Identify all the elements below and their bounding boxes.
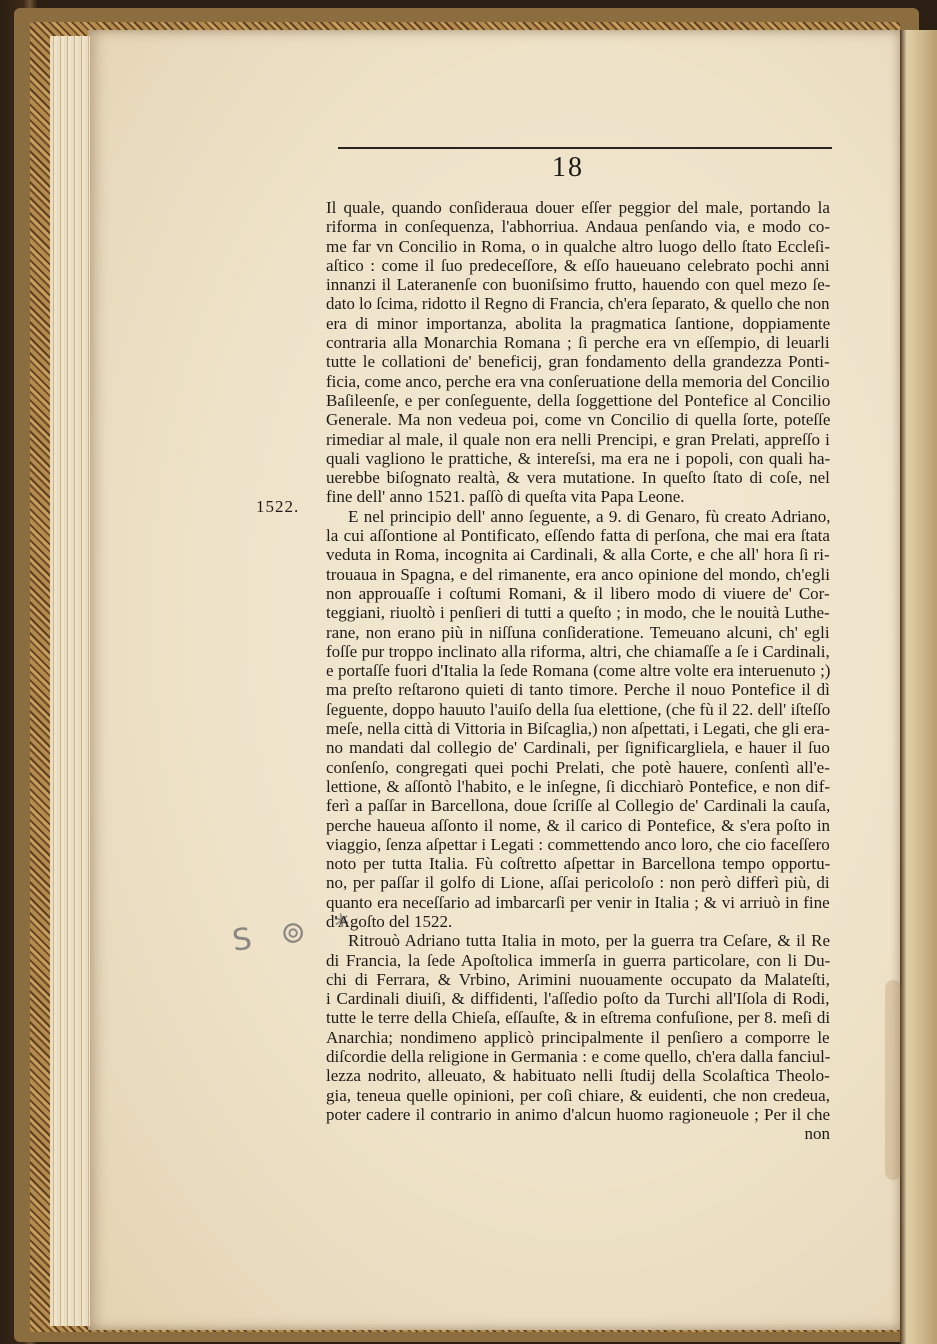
text-line: era di minor importanza, abolita la pragmatica ſantione, doppiamente bbox=[326, 313, 830, 333]
text-line: me far vn Concilio in Roma, o in qualche altro luogo dello ſtato Eccleſi- bbox=[326, 236, 830, 256]
text-line: Anarchia; nondimeno applicò principalmente il penſiero a comporre le bbox=[326, 1027, 830, 1047]
text-line: aſtico : come il ſuo predeceſſore, & eſſo haueuano celebrato pochi anni bbox=[326, 255, 830, 275]
text-line: foſſe pur troppo inclinato alla riforma, altri, che chiamaſſe a ſe i Cardinali, bbox=[326, 641, 830, 661]
text-line: rimediar al male, il quale non era nelli Prencipi, e gran Prelati, appreſſo i bbox=[326, 429, 830, 449]
text-line: tutte le collationi de' beneficij, gran fondamento della grandezza Ponti- bbox=[326, 352, 830, 372]
text-line: ficia, come anco, perche era vna conſeruatione della memoria del Concilio bbox=[326, 371, 830, 391]
text-line: ma preſto reſtarono quieti di tanto timore. Perche il nouo Pontefice il dì bbox=[326, 680, 830, 700]
text-line: dato lo ſcima, ridotto il Regno di Francia, ch'era ſeparato, & quello che non bbox=[326, 294, 830, 314]
text-line: Baſileenſe, e per conſeguente, della ſoggettione del Pontefice al Concilio bbox=[326, 390, 830, 410]
page-stain bbox=[885, 980, 901, 1180]
text-line: Generale. Ma non vedeua poi, come vn Concilio di quella ſorte, poteſſe bbox=[326, 410, 830, 430]
text-line: rane, non erano più in niſſuna conſideratione. Temeuano alcuni, ch' egli bbox=[326, 622, 830, 642]
text-line: perche haueua aſſonto il nome, & il carico di Pontefice, & s'era poſto in bbox=[326, 815, 830, 835]
text-line: di Francia, la ſede Apoſtolica immerſa in guerra particolare, con li Du- bbox=[326, 950, 830, 970]
text-line: innanzi il Lateranenſe con buoniſsimo frutto, hauendo con quel mezo ſe- bbox=[326, 275, 830, 295]
text-line: la cui aſſontione al Pontificato, eſſendo fatta di perſona, che mai era ſtata bbox=[326, 526, 830, 546]
text-line: viaggio, ſenza aſpettar i Legati : commettendo anco loro, che cio faceſſero bbox=[326, 834, 830, 854]
text-line: lettione, & aſſontò l'habito, e le inſegne, ſi dicchiarò Pontefice, e non dif- bbox=[326, 776, 830, 796]
text-line: d'Agoſto del 1522. bbox=[326, 911, 453, 931]
body-text bbox=[326, 198, 830, 1144]
text-line: uerebbe biſognato realtà, & vera mutatione. In queſto ſtato di coſe, nel bbox=[326, 468, 830, 488]
text-line: chi di Ferrara, & Vrbino, Arimini nuouamente occupato da Malateſti, bbox=[326, 969, 830, 989]
text-line: no, per paſſar il golfo di Lione, aſſai pericoloſo : non però differì più, di bbox=[326, 873, 830, 893]
header-rule bbox=[338, 147, 832, 149]
page-number: 18 bbox=[552, 152, 584, 183]
text-line: conſenſo, congregati quei pochi Prelati, che potè hauere, conſentì all'e- bbox=[326, 757, 830, 777]
page-edges bbox=[50, 36, 90, 1326]
text-line: gia, teneua quelle opinioni, per coſi chiare, & euidenti, che non credeua, bbox=[326, 1085, 830, 1105]
text-line: contraria alla Monarchia Romana ; ſi perche era vn eſſempio, di leuarli bbox=[326, 333, 830, 353]
text-line: ſeguente, doppo hauuto l'auiſo della ſua elettione, (che fù il 22. dell' iſteſſo bbox=[326, 699, 830, 719]
text-line: poter cadere il contrario in animo d'alcun huomo ragioneuole ; Per il che bbox=[326, 1104, 830, 1124]
facing-page-edge bbox=[900, 30, 937, 1344]
text-line: noto per tutta Italia. Fù coſtretto aſpettar in Barcellona tempo opportu- bbox=[326, 854, 830, 874]
text-line: veduta in Roma, incognita ai Cardinali, & alla Corte, e che all' hora ſi ri- bbox=[326, 545, 830, 565]
text-line: diſcordie della religione in Germania : e come quello, ch'era dalla fanciul- bbox=[326, 1047, 830, 1067]
text-line: fine dell' anno 1521. paſſò di queſta vita Papa Leone. bbox=[326, 487, 685, 507]
text-line: i Cardinali diuiſi, & diffidenti, l'aſſedio poſto da Turchi all'Iſola di Rodi, bbox=[326, 989, 830, 1009]
text-line: meſe, nella città di Vittoria in Biſcaglia,) non aſpettati, i Legati, che gli era- bbox=[326, 719, 830, 739]
text-line: E nel principio dell' anno ſeguente, a 9. di Genaro, fù creato Adriano, bbox=[348, 506, 830, 526]
text-line: teggiani, riuoltò i penſieri di tutti a queſto ; in modo, che le nouità Luthe- bbox=[326, 603, 830, 623]
text-line: non bbox=[804, 1124, 830, 1144]
text-line: Il quale, quando conſideraua douer eſſer peggior del male, portando la bbox=[326, 198, 830, 217]
text-line: non approuaſſe i coſtumi Romani, & il libero modo di viuere de' Cor- bbox=[326, 583, 830, 603]
text-line: riforma in conſequenza, l'abhorriua. Andaua penſando via, e modo co- bbox=[326, 217, 830, 237]
text-line: lezza nodrito, alleuato, & habituato nelli ſtudij della Scolaſtica Theolo- bbox=[326, 1066, 830, 1086]
margin-note-year: 1522. bbox=[256, 497, 300, 516]
text-line: quanto era neceſſario ad imbarcarſi per venir in Italia ; & vi arriuò in fine bbox=[326, 892, 830, 912]
text-line: Ritrouò Adriano tutta Italia in moto, per la guerra tra Ceſare, & il Re bbox=[348, 931, 830, 951]
pencil-marks: S ⊚ * bbox=[230, 906, 363, 959]
text-line: e portaſſe fuori d'Italia la ſede Romana (come altre volte era interuenuto ;) bbox=[326, 661, 830, 681]
text-line: ferì a paſſar in Barcellona, doue ſcriſſe al Collegio de' Cardinali la cauſa, bbox=[326, 796, 830, 816]
text-line: tutte le terre della Chieſa, eſſauſte, & in eſtrema confuſione, per 8. meſi di bbox=[326, 1008, 830, 1028]
text-line: quali vagliono le prattiche, & intereſsi, ma era ne i popoli, con quali ha- bbox=[326, 448, 830, 468]
text-line: trouaua in Spagna, e del rimanente, era anco opinione del mondo, ch'egli bbox=[326, 564, 830, 584]
text-line: no mandati dal collegio de' Cardinali, per ſignificargliela, e hauer il ſuo bbox=[326, 738, 830, 758]
